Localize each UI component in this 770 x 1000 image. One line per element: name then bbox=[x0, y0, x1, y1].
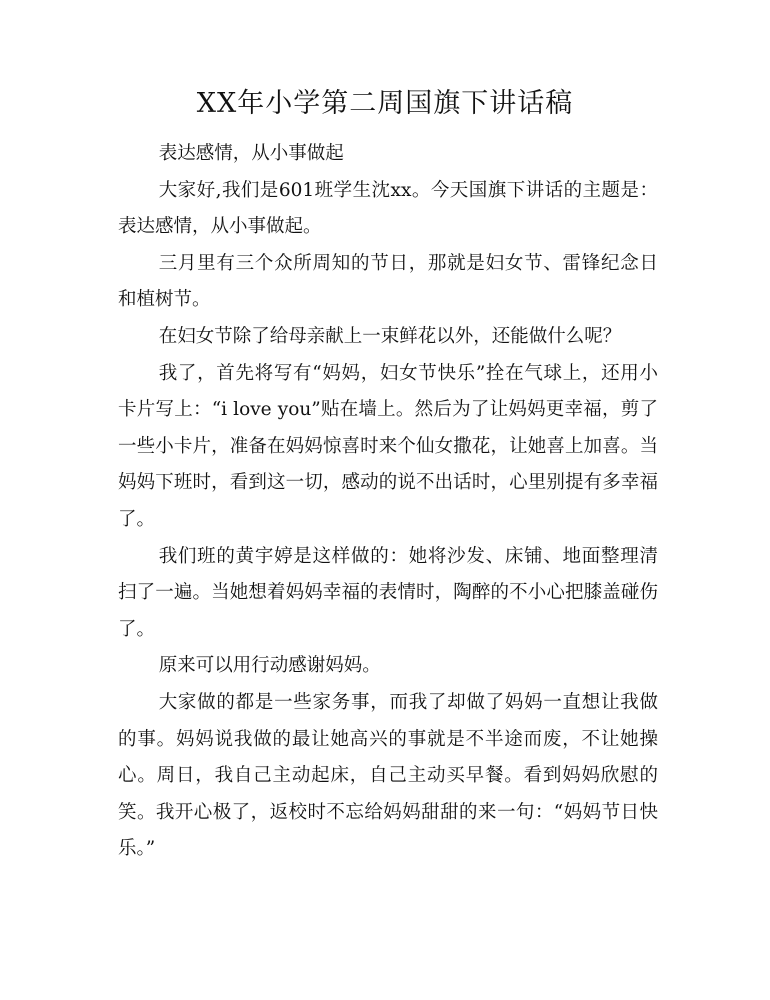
paragraph-1: 表达感情，从小事做起 bbox=[158, 143, 344, 164]
paragraph-3: 三月里有三个众所周知的节日，那就是妇女节、雷锋纪念日和植树节。 bbox=[118, 252, 658, 311]
document-body bbox=[118, 136, 658, 868]
paragraph-6: 我们班的黄宇婷是这样做的：她将沙发、床铺、地面整理清扫了一遍。当她想着妈妈幸福的表情时，陶醉的不小心把膝盖碰伤了。 bbox=[118, 545, 658, 640]
paragraph-7: 原来可以用行动感谢妈妈。 bbox=[158, 655, 381, 677]
document-title: XX年小学第二周国旗下讲话稿 bbox=[196, 88, 574, 119]
paragraph-2: 大家好,我们是601班学生沈xx。今天国旗下讲话的主题是：表达感情，从小事做起。 bbox=[118, 179, 658, 238]
paragraph-4: 在妇女节除了给母亲献上一束鲜花以外，还能做什么呢？ bbox=[158, 325, 622, 347]
paragraph-8: 大家做的都是一些家务事，而我了却做了妈妈一直想让我做的事。妈妈说我做的最让她高兴的事就是不半途而废，不让她操心。周日，我自己主动起床，自己主动买早餐。看到妈妈欣慰的笑。我开心极了，返校时不忘给妈妈甜甜的来一句：“妈妈节日快乐。” bbox=[118, 691, 658, 860]
paragraph-5: 我了，首先将写有“妈妈，妇女节快乐”拴在气球上，还用小卡片写上：“i love you”贴在墙上。然后为了让妈妈更幸福，剪了一些小卡片，准备在妈妈惊喜时来个仙女撒花，让她喜上加喜。当妈妈下班时，看到这一切，感动的说不出话时，心里别提有多幸福了。 bbox=[118, 362, 658, 530]
